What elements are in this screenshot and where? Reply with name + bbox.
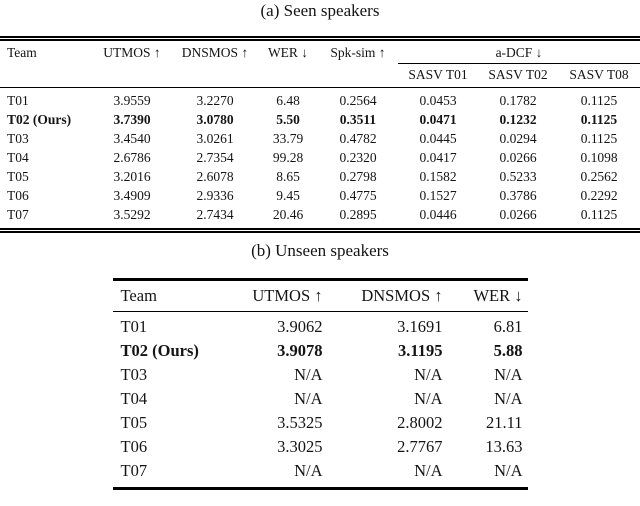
dnsmos-cell: 2.9336	[196, 188, 234, 203]
utmos-cell: 3.3025	[277, 437, 323, 456]
sasv-t01-cell: 0.0471	[419, 112, 457, 127]
sasv-t01-cell: 0.1527	[419, 188, 457, 203]
sasv-t02-cell: 0.0266	[499, 150, 537, 165]
column-header-spk-sim: Spk-sim ↑	[318, 39, 398, 88]
table-row-t01	[113, 312, 528, 340]
wer-cell: 6.81	[493, 317, 523, 336]
column-header-sasv-t08: SASV T08	[558, 64, 640, 88]
spk-sim-cell: 0.2895	[339, 207, 377, 222]
dnsmos-cell: 2.7434	[196, 207, 234, 222]
dnsmos-cell: 2.7354	[196, 150, 234, 165]
utmos-cell: 3.7390	[113, 112, 151, 127]
table-row-t05	[113, 411, 528, 435]
team-cell: T06	[120, 437, 148, 456]
team-cell: T05	[7, 169, 29, 184]
spk-sim-cell: 0.2320	[339, 150, 377, 165]
sasv-t02-cell: 0.1232	[499, 112, 537, 127]
sasv-t02-cell: 0.0266	[499, 207, 537, 222]
team-cell: T02 (Ours)	[7, 112, 72, 127]
sasv-t08-cell: 0.1125	[580, 93, 618, 108]
spk-sim-cell: 0.2564	[339, 93, 377, 108]
seen-speakers-table	[0, 36, 640, 233]
seen-speakers-section	[0, 0, 640, 233]
header-row-1	[0, 39, 640, 64]
dnsmos-cell: 2.8002	[397, 413, 443, 432]
team-cell: T01	[7, 93, 29, 108]
sasv-t01-cell: 0.0453	[419, 93, 457, 108]
utmos-cell: 3.5292	[113, 207, 151, 222]
sasv-t08-cell: 0.1098	[580, 150, 618, 165]
team-cell: T01	[120, 317, 148, 336]
sasv-t01-cell: 0.0417	[419, 150, 457, 165]
sasv-t01-cell: 0.0446	[419, 207, 457, 222]
wer-cell: 99.28	[272, 150, 304, 165]
wer-cell: 9.45	[276, 188, 300, 203]
wer-cell: 5.50	[276, 112, 300, 127]
wer-cell: N/A	[494, 365, 523, 384]
dnsmos-cell: N/A	[414, 461, 443, 480]
utmos-cell: N/A	[294, 389, 323, 408]
table-row-t07	[113, 459, 528, 489]
utmos-cell: 3.9078	[277, 341, 323, 360]
wer-cell: 13.63	[485, 437, 523, 456]
column-header-utmos: UTMOS ↑	[92, 39, 172, 88]
column-header-wer: WER ↓	[448, 280, 528, 312]
wer-cell: 20.46	[272, 207, 304, 222]
table-row-t01	[0, 88, 640, 111]
spk-sim-cell: 0.4775	[339, 188, 377, 203]
table-row-t06	[113, 435, 528, 459]
seen-table-body	[0, 88, 640, 231]
team-cell: T03	[120, 365, 148, 384]
column-header-team: Team	[113, 280, 216, 312]
team-cell: T07	[7, 207, 29, 222]
team-cell: T06	[7, 188, 29, 203]
team-cell: T04	[7, 150, 29, 165]
team-cell: T05	[120, 413, 148, 432]
table-row-t03	[113, 363, 528, 387]
wer-cell: N/A	[494, 389, 523, 408]
utmos-cell: 3.4540	[113, 131, 151, 146]
table-row-t07	[0, 205, 640, 231]
table-row-t02-ours	[113, 339, 528, 363]
team-cell: T04	[120, 389, 148, 408]
team-cell: T03	[7, 131, 29, 146]
table-row-t03	[0, 129, 640, 148]
column-header-team: Team	[0, 39, 92, 88]
dnsmos-cell: 3.1691	[397, 317, 443, 336]
dnsmos-cell: 3.1195	[398, 341, 443, 360]
dnsmos-cell: 2.6078	[196, 169, 234, 184]
sasv-t08-cell: 0.1125	[580, 131, 618, 146]
spk-sim-cell: 0.4782	[339, 131, 377, 146]
spk-sim-cell: 0.2798	[339, 169, 377, 184]
column-header-sasv-t02: SASV T02	[478, 64, 558, 88]
sasv-t08-cell: 0.2292	[580, 188, 618, 203]
sasv-t02-cell: 0.1782	[499, 93, 537, 108]
column-header-dnsmos: DNSMOS ↑	[172, 39, 258, 88]
utmos-cell: 3.9062	[277, 317, 323, 336]
dnsmos-cell: 3.0780	[196, 112, 234, 127]
sasv-t01-cell: 0.1582	[419, 169, 457, 184]
column-group-header-adcf: a-DCF ↓	[398, 39, 640, 64]
header-row	[113, 280, 528, 312]
table-row-t05	[0, 167, 640, 186]
table-row-t04	[0, 148, 640, 167]
wer-cell: 8.65	[276, 169, 300, 184]
sasv-t08-cell: 0.1125	[580, 112, 618, 127]
utmos-cell: 3.9559	[113, 93, 151, 108]
dnsmos-cell: N/A	[414, 389, 443, 408]
sasv-t02-cell: 0.3786	[499, 188, 537, 203]
team-cell: T02 (Ours)	[120, 341, 199, 360]
utmos-cell: 2.6786	[113, 150, 151, 165]
table-row-t04	[113, 387, 528, 411]
spk-sim-cell: 0.3511	[339, 112, 377, 127]
table-row-t06	[0, 186, 640, 205]
wer-cell: N/A	[494, 461, 523, 480]
sasv-t08-cell: 0.2562	[580, 169, 618, 184]
team-cell: T07	[120, 461, 148, 480]
unseen-table-header	[113, 280, 528, 312]
column-header-wer: WER ↓	[258, 39, 318, 88]
unseen-table-container	[113, 278, 528, 490]
column-header-sasv-t01: SASV T01	[398, 64, 478, 88]
table-row-t02-ours	[0, 110, 640, 129]
utmos-cell: N/A	[294, 461, 323, 480]
table-a-caption: (a) Seen speakers	[260, 1, 380, 20]
utmos-cell: 3.4909	[113, 188, 151, 203]
wer-cell: 5.88	[493, 341, 523, 360]
column-header-dnsmos: DNSMOS ↑	[328, 280, 448, 312]
wer-cell: 6.48	[276, 93, 300, 108]
unseen-speakers-table	[113, 278, 528, 490]
utmos-cell: 3.5325	[277, 413, 323, 432]
sasv-t01-cell: 0.0445	[419, 131, 457, 146]
dnsmos-cell: 2.7767	[397, 437, 443, 456]
sasv-t08-cell: 0.1125	[580, 207, 618, 222]
dnsmos-cell: N/A	[414, 365, 443, 384]
column-header-utmos: UTMOS ↑	[216, 280, 328, 312]
dnsmos-cell: 3.2270	[196, 93, 234, 108]
sasv-t02-cell: 0.5233	[499, 169, 537, 184]
dnsmos-cell: 3.0261	[196, 131, 234, 146]
utmos-cell: N/A	[294, 365, 323, 384]
seen-table-header	[0, 39, 640, 88]
table-b-caption: (b) Unseen speakers	[251, 241, 389, 260]
utmos-cell: 3.2016	[113, 169, 151, 184]
sasv-t02-cell: 0.0294	[499, 131, 537, 146]
wer-cell: 33.79	[272, 131, 304, 146]
wer-cell: 21.11	[485, 413, 523, 432]
unseen-speakers-section	[0, 241, 640, 490]
unseen-table-body	[113, 312, 528, 489]
